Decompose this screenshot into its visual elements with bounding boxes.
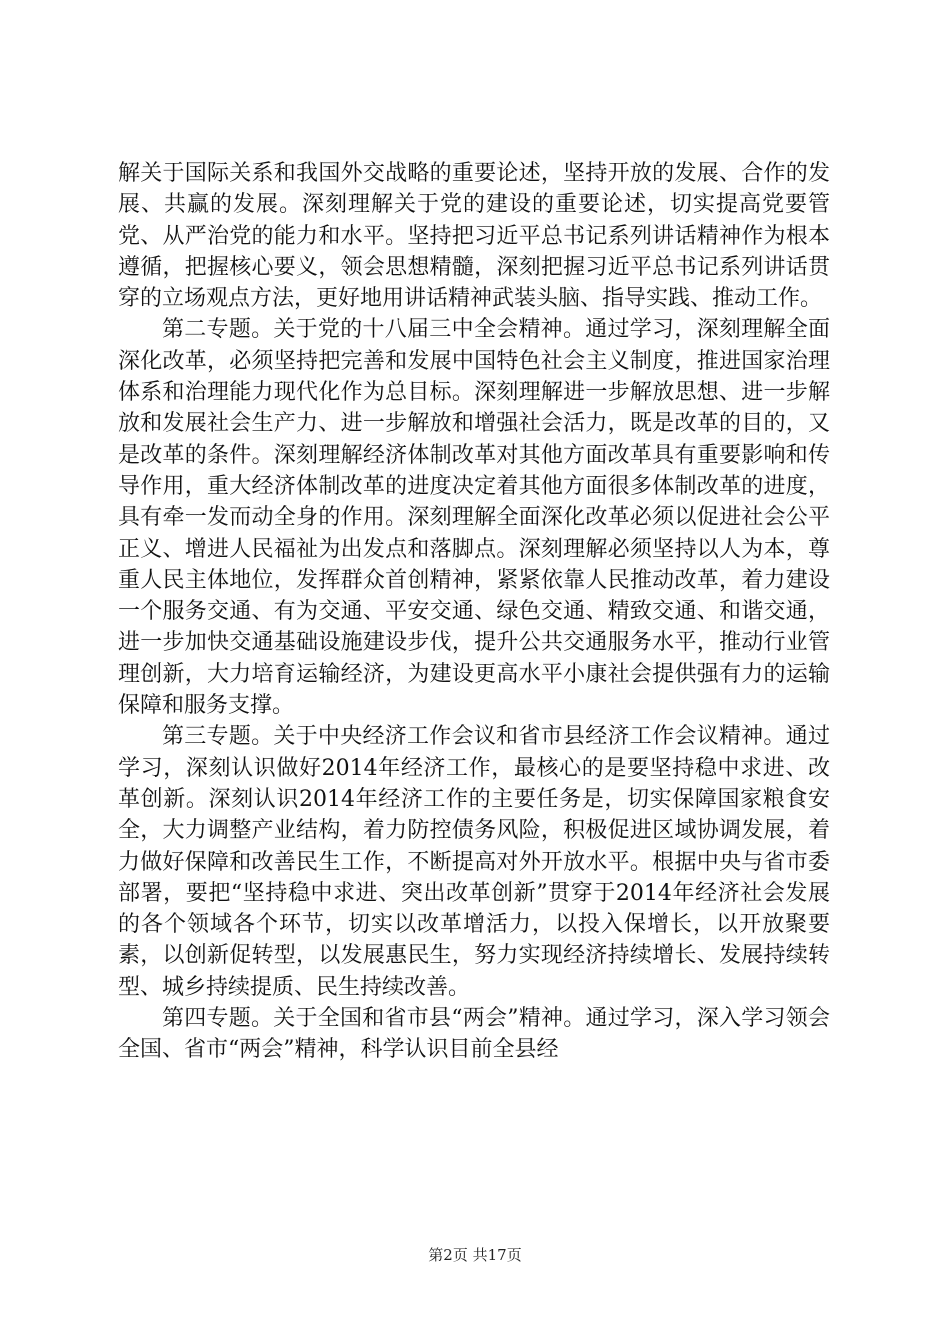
paragraph-continuation: 解关于国际关系和我国外交战略的重要论述，坚持开放的发展、合作的发展、共赢的发展。深刻理解关于党的建设的重要论述，切实提高党要管党、从严治党的能力和水平。坚持把习近平总书记系列讲话精神作为根本遵循，把握核心要义，领会思想精髓，深刻把握习近平总书记系列讲话贯穿的立场观点方法，更好地用讲话精神武装头脑、指导实践、推动工作。: [118, 161, 830, 312]
paragraph-topic-3: 第三专题。关于中央经济工作会议和省市县经济工作会议精神。通过学习，深刻认识做好2014年经济工作，最核心的是要坚持稳中求进、改革创新。深刻认识2014年经济工作的主要任务是，切实保障国家粮食安全，大力调整产业结构，着力防控债务风险，积极促进区域协调发展，着力做好保障和改善民生工作，不断提高对外开放水平。根据中央与省市委部署，要把“坚持稳中求进、突出改革创新”贯穿于2014年经济社会发展的各个领域各个环节，切实以改革增活力，以投入保增长，以开放聚要素，以创新促转型，以发展惠民生，努力实现经济持续增长、发展持续转型、城乡持续提质、民生持续改善。: [118, 724, 830, 1000]
page-number-footer: 第2页 共17页: [428, 1246, 522, 1264]
paragraph-topic-4: 第四专题。关于全国和省市县“两会”精神。通过学习，深入学习领会全国、省市“两会”精神，科学认识目前全县经: [118, 1006, 830, 1063]
paragraph-topic-2: 第二专题。关于党的十八届三中全会精神。通过学习，深刻理解全面深化改革，必须坚持把完善和发展中国特色社会主义制度，推进国家治理体系和治理能力现代化作为总目标。深刻理解进一步解放思想、进一步解放和发展社会生产力、进一步解放和增强社会活力，既是改革的目的，又是改革的条件。深刻理解经济体制改革对其他方面改革具有重要影响和传导作用，重大经济体制改革的进度决定着其他方面很多体制改革的进度，具有牵一发而动全身的作用。深刻理解全面深化改革必须以促进社会公平正义、增进人民福祉为出发点和落脚点。深刻理解必须坚持以人为本，尊重人民主体地位，发挥群众首创精神，紧紧依靠人民推动改革，着力建设一个服务交通、有为交通、平安交通、绿色交通、精致交通、和谐交通，进一步加快交通基础设施建设步伐，提升公共交通服务水平，推动行业管理创新，大力培育运输经济，为建设更高水平小康社会提供强有力的运输保障和服务支撑。: [118, 317, 830, 719]
document-body: [118, 158, 830, 1066]
